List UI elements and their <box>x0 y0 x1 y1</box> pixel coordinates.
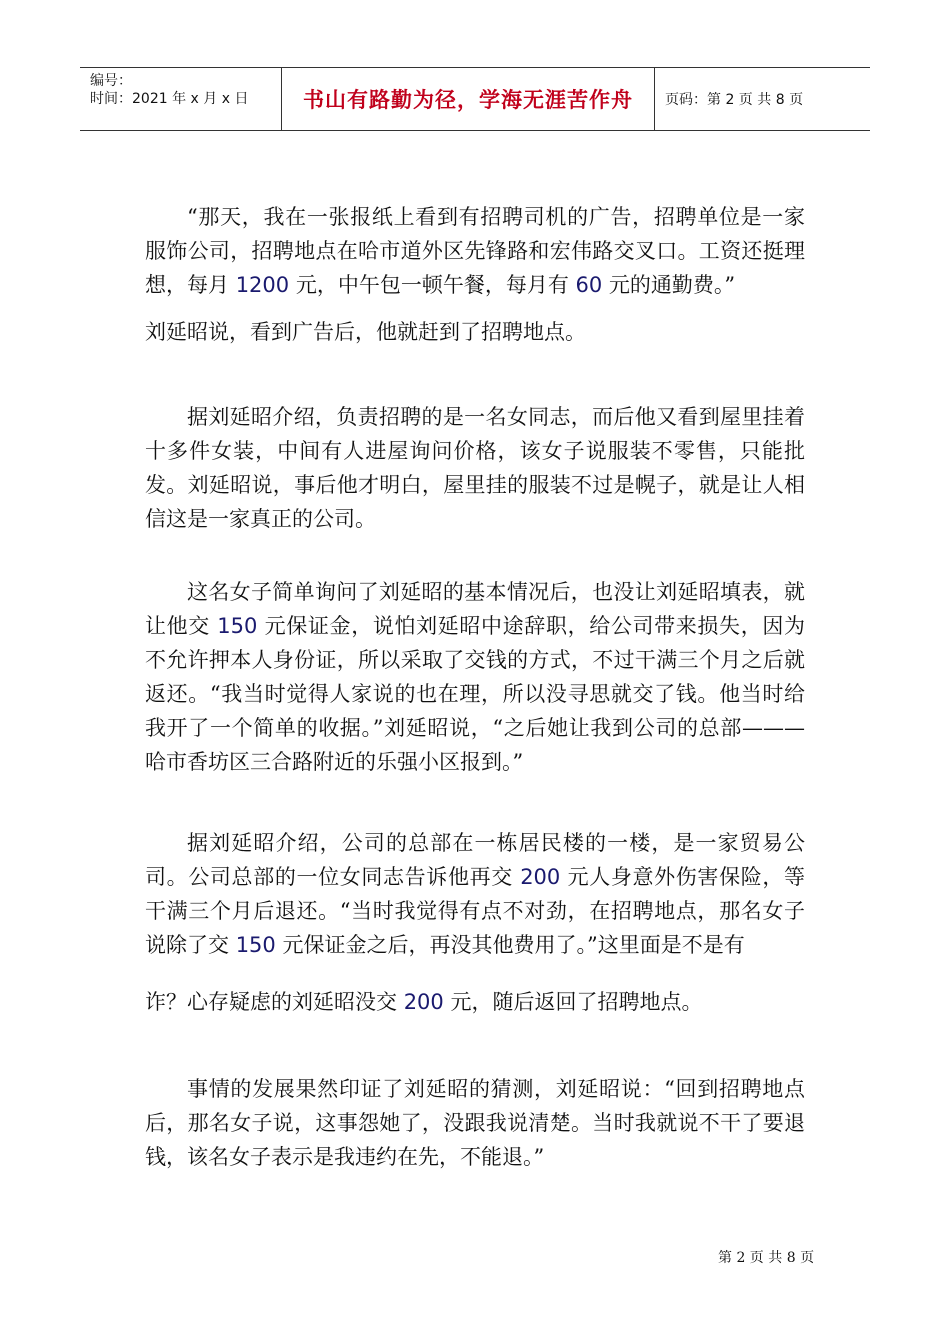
footer-page-info: 第 2 页 共 8 页 <box>718 1250 815 1266</box>
paragraph: 刘延昭说，看到广告后，他就赶到了招聘地点。 <box>145 320 586 344</box>
number-text: 150 <box>217 614 258 638</box>
paragraph: 诈？心存疑虑的刘延昭没交 200 元，随后返回了招聘地点。 <box>145 990 703 1014</box>
header-right-cell <box>655 68 870 130</box>
paragraph: “那天，我在一张报纸上看到有招聘司机的广告，招聘单位是一家服饰公司，招聘地点在哈市道外区先锋路和宏伟路交叉口。工资还挺理想，每月 1200 元，中午包一顿午餐，每月有 60 元的通勤费。” <box>145 205 805 297</box>
header-table <box>80 67 870 131</box>
paragraph-block-1 <box>145 200 805 302</box>
paragraph: 据刘延昭介绍，负责招聘的是一名女同志，而后他又看到屋里挂着十多件女装，中间有人进屋询问价格，该女子说服装不零售，只能批发。刘延昭说，事后他才明白，屋里挂的服装不过是幌子，就是让人相信这是一家真正的公司。 <box>145 405 805 531</box>
document-date: 时间：2021 年 x 月 x 日 <box>90 91 249 107</box>
header-page-info: 页码：第 2 页 共 8 页 <box>665 92 804 108</box>
paragraph: 事情的发展果然印证了刘延昭的猜测，刘延昭说：“回到招聘地点后，那名女子说，这事怨她了，没跟我说清楚。当时我就说不干了要退钱，该名女子表示是我违约在先，不能退。” <box>145 1077 805 1169</box>
paragraph-block-5 <box>145 826 805 962</box>
paragraph-block-3 <box>145 400 805 536</box>
paragraph-block-7 <box>145 1072 805 1174</box>
header-left-cell <box>80 68 282 130</box>
number-text: 60 <box>575 273 603 297</box>
number-text: 200 <box>520 865 561 889</box>
header-middle-cell <box>282 68 655 130</box>
paragraph-block-6 <box>145 985 805 1019</box>
paragraph-block-2 <box>145 315 805 349</box>
number-text: 1200 <box>235 273 290 297</box>
paragraph: 据刘延昭介绍，公司的总部在一栋居民楼的一楼，是一家贸易公司。公司总部的一位女同志告诉他再交 200 元人身意外伤害保险，等干满三个月后退还。“当时我觉得有点不对劲，在招聘地点，那名女子说除了交 150 元保证金之后，再没其他费用了。”这里面是不是有 <box>145 831 805 957</box>
number-text: 200 <box>403 990 444 1014</box>
number-text: 150 <box>235 933 276 957</box>
paragraph-block-4 <box>145 575 805 779</box>
header-motto: 书山有路勤为径，学海无涯苦作舟 <box>303 88 633 112</box>
paragraph: 这名女子简单询问了刘延昭的基本情况后，也没让刘延昭填表，就让他交 150 元保证金，说怕刘延昭中途辞职，给公司带来损失，因为不允许押本人身份证，所以采取了交钱的方式，不过干满三个月之后就返还。“我当时觉得人家说的也在理，所以没寻思就交了钱。他当时给我开了一个简单的收据。”刘延昭说，“之后她让我到公司的总部———哈市香坊区三合路附近的乐强小区报到。” <box>145 580 805 774</box>
document-code-label: 编号： <box>90 73 132 89</box>
